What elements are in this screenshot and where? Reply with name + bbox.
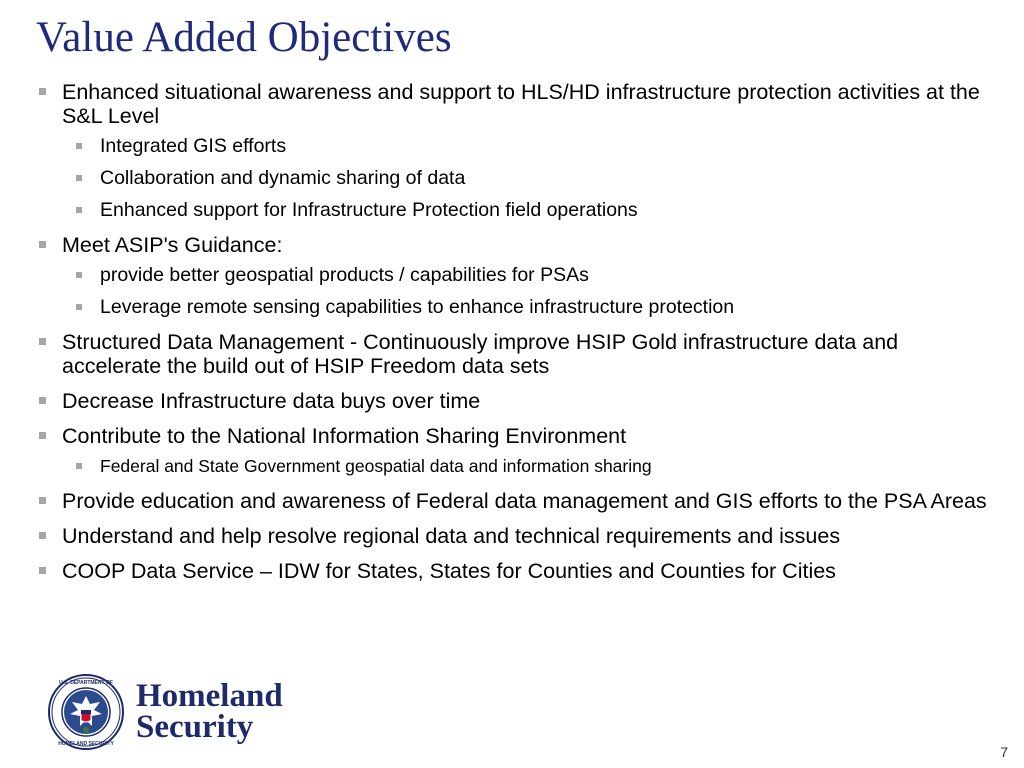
- sub-bullet-item: [62, 263, 1001, 287]
- bullet-text: Enhanced situational awareness and support to HLS/HD infrastructure protection activities at the S&L Level: [62, 80, 980, 128]
- sub-bullet-item: [62, 295, 1001, 319]
- bullet-text: COOP Data Service – IDW for States, States for Counties and Counties for Cities: [62, 559, 836, 583]
- square-bullet-icon: [76, 304, 82, 310]
- page-number: 7: [1000, 744, 1008, 760]
- square-bullet-icon: [39, 567, 46, 574]
- sub-bullet-text: Integrated GIS efforts: [100, 135, 287, 157]
- bullet-text: Understand and help resolve regional data and technical requirements and issues: [62, 524, 841, 548]
- bullet-item: [36, 80, 1001, 222]
- sub-bullet-item: [62, 198, 1001, 222]
- sub-bullet-item: [62, 454, 1001, 478]
- bullet-item: [36, 330, 1001, 378]
- slide-title: Value Added Objectives: [36, 14, 452, 61]
- sub-bullet-text: Leverage remote sensing capabilities to enhance infrastructure protection: [100, 296, 735, 318]
- square-bullet-icon: [39, 497, 46, 504]
- logo-line-1: Homeland: [136, 678, 283, 714]
- svg-text:U.S. DEPARTMENT OF: U.S. DEPARTMENT OF: [59, 680, 113, 686]
- bullet-text: Decrease Infrastructure data buys over time: [62, 389, 481, 413]
- svg-text:HOMELAND SECURITY: HOMELAND SECURITY: [58, 741, 114, 747]
- bullet-item: [36, 233, 1001, 319]
- square-bullet-icon: [39, 432, 46, 439]
- homeland-security-logo: [48, 674, 283, 750]
- sub-bullet-item: [62, 134, 1001, 158]
- dhs-seal-icon: [48, 674, 124, 750]
- sub-bullet-list: [62, 454, 1001, 478]
- sub-bullet-list: [62, 134, 1001, 222]
- bullet-content: [36, 80, 1001, 594]
- square-bullet-icon: [39, 532, 46, 539]
- square-bullet-icon: [76, 272, 82, 278]
- bullet-item: [36, 424, 1001, 478]
- square-bullet-icon: [39, 241, 46, 248]
- square-bullet-icon: [76, 207, 82, 213]
- bullet-item: [36, 489, 1001, 513]
- bullet-item: [36, 559, 1001, 583]
- bullet-text: Structured Data Management - Continuously improve HSIP Gold infrastructure data and accelerate the build out of HSIP Freedom data sets: [62, 330, 899, 378]
- square-bullet-icon: [76, 143, 82, 149]
- bullet-text: Meet ASIP's Guidance:: [62, 233, 283, 257]
- sub-bullet-text: Federal and State Government geospatial data and information sharing: [100, 456, 652, 476]
- square-bullet-icon: [76, 175, 82, 181]
- bullet-item: [36, 524, 1001, 548]
- sub-bullet-item: [62, 166, 1001, 190]
- bullet-text: Provide education and awareness of Federal data management and GIS efforts to the PSA Areas: [62, 489, 987, 513]
- square-bullet-icon: [39, 88, 46, 95]
- sub-bullet-text: Collaboration and dynamic sharing of data: [100, 167, 466, 189]
- bullet-text: Contribute to the National Information Sharing Environment: [62, 424, 627, 448]
- square-bullet-icon: [76, 463, 82, 469]
- logo-wordmark: [136, 678, 283, 745]
- sub-bullet-text: Enhanced support for Infrastructure Protection field operations: [100, 199, 638, 221]
- sub-bullet-text: provide better geospatial products / capabilities for PSAs: [100, 264, 589, 286]
- sub-bullet-list: [62, 263, 1001, 319]
- square-bullet-icon: [39, 338, 46, 345]
- bullet-item: [36, 389, 1001, 413]
- logo-line-2: Security: [136, 709, 254, 745]
- square-bullet-icon: [39, 397, 46, 404]
- bullet-list: [36, 80, 1001, 583]
